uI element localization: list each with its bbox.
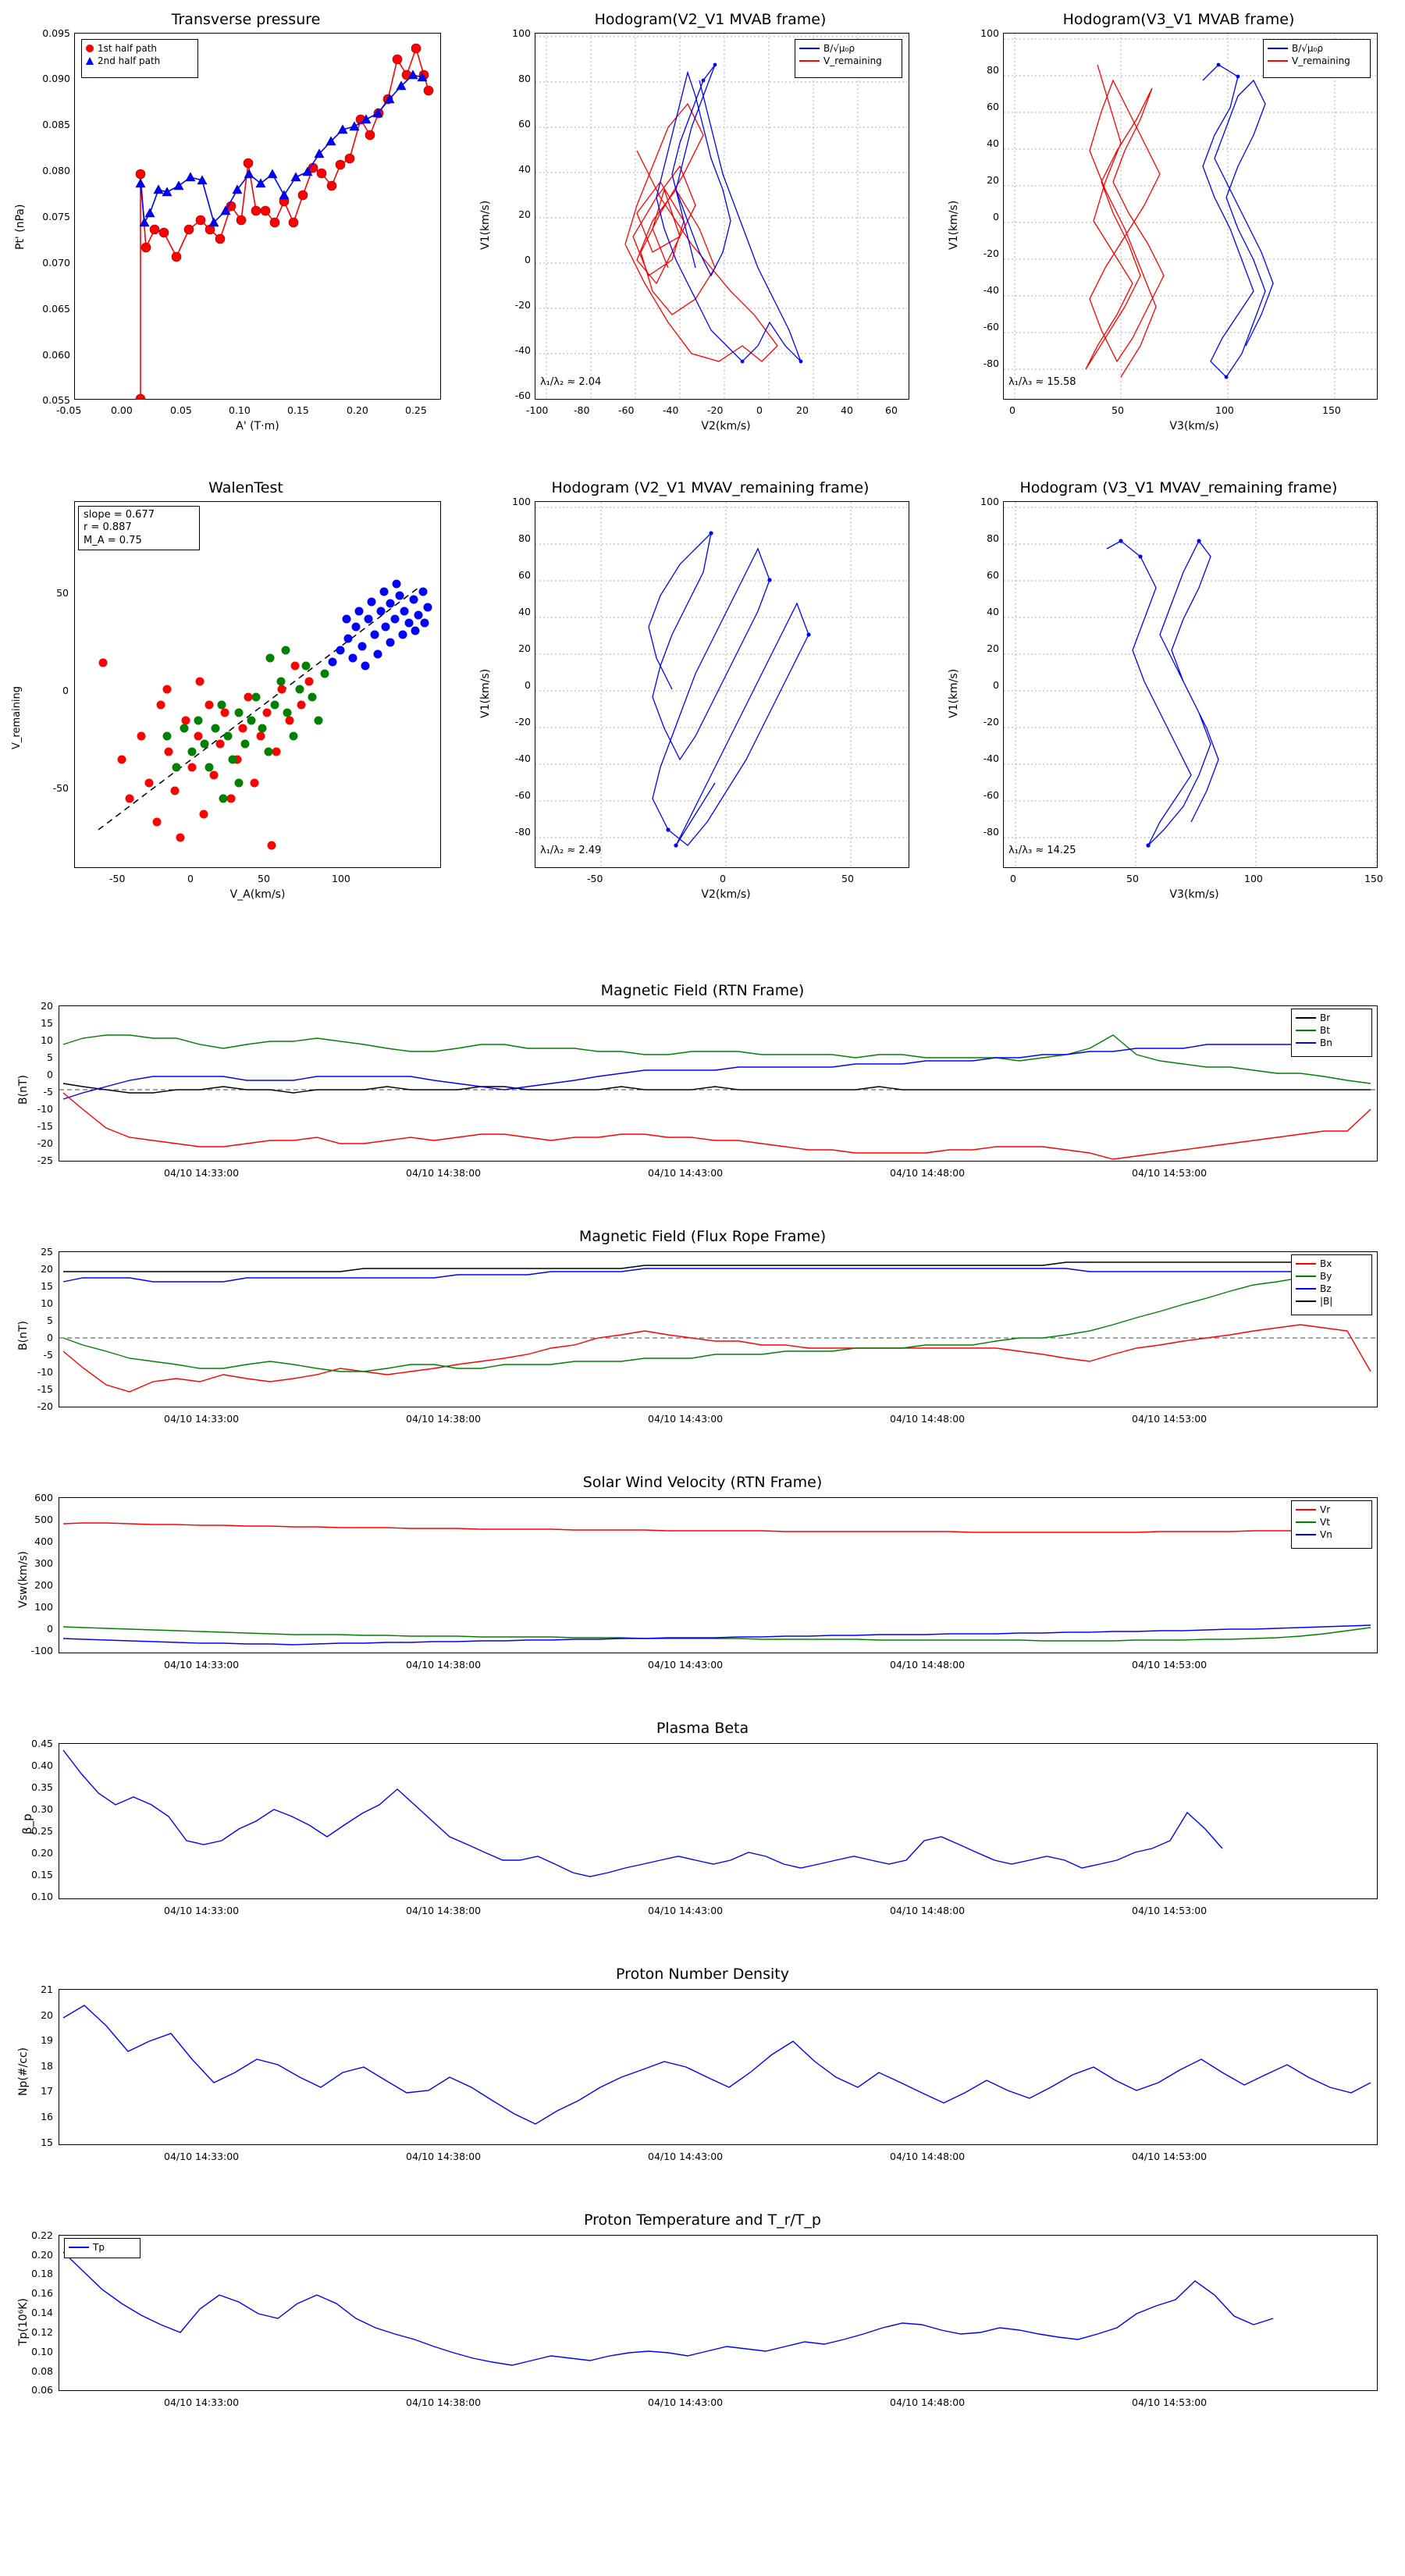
legend-line-by [1296,1276,1316,1277]
xtick: 100 [332,873,350,884]
ytick: 0 [993,211,999,222]
ytick: -15 [37,1383,53,1395]
xtick: 40 [841,404,853,416]
ytick: -20 [37,1137,53,1149]
legend-label-bn: Bn [1320,1037,1332,1048]
xtick: 04/10 14:38:00 [406,1167,482,1179]
legend [81,39,198,78]
xtick: 04/10 14:38:00 [406,1905,482,1916]
ytick: 60 [987,569,999,581]
legend [1263,39,1371,78]
ytick: -40 [514,753,531,764]
xtick: 04/10 14:33:00 [164,1413,240,1425]
plot-area [59,1989,1378,2145]
panel-solar-wind-velocity [0,1468,1405,1702]
ytick: -60 [983,789,999,801]
y-axis-label: V1(km/s) [479,200,492,250]
ytick: 18 [41,2060,53,2072]
xtick: 04/10 14:43:00 [648,1413,724,1425]
xtick: 04/10 14:43:00 [648,1659,724,1670]
ytick: 500 [34,1514,53,1525]
x-axis-label: V2(km/s) [701,888,751,901]
panel-title: Magnetic Field (RTN Frame) [600,982,805,999]
xtick: -50 [109,873,126,884]
ytick: 0.10 [31,2346,53,2357]
ytick: 15 [41,1017,53,1029]
ytick: 0.20 [31,2249,53,2261]
ytick: 20 [518,642,531,654]
plot-area [59,1743,1378,1899]
xtick: 04/10 14:33:00 [164,2151,240,2162]
xtick: 04/10 14:48:00 [890,1167,966,1179]
ytick: 60 [518,569,531,581]
y-axis-label: V1(km/s) [479,668,492,718]
xtick: 04/10 14:38:00 [406,2151,482,2162]
xtick: 04/10 14:43:00 [648,1905,724,1916]
ytick: -20 [37,1400,53,1412]
legend [64,2238,140,2258]
ytick: 0 [525,254,531,265]
xtick: 04/10 14:33:00 [164,1905,240,1916]
xtick: 04/10 14:38:00 [406,1659,482,1670]
mach-value: M_A = 0.75 [84,534,142,546]
y-axis-label: V1(km/s) [948,668,960,718]
ytick: -10 [37,1366,53,1378]
ytick: -80 [514,826,531,838]
ytick: 20 [41,1263,53,1275]
panel-hodogram-v2v1-mvab [468,0,937,437]
ytick: -80 [983,358,999,369]
ytick: 50 [56,587,69,599]
ytick: 80 [518,532,531,544]
ytick: -5 [43,1349,53,1361]
ytick: 25 [41,1246,53,1258]
y-axis-label: Pt' (nPa) [14,204,27,250]
plot-area [74,33,441,400]
legend-label-by: By [1320,1271,1332,1282]
ytick: 40 [987,137,999,149]
panel-hodogram-v3v1-mvab [937,0,1405,437]
ytick: 0.35 [31,1781,53,1793]
ytick: -20 [983,716,999,728]
ytick: 20 [987,174,999,186]
legend-line-bt [1296,1030,1316,1031]
x-axis-label: V3(km/s) [1169,420,1219,432]
panel-walen-test [0,468,468,906]
legend-line-vrem [1268,60,1288,62]
ytick: -20 [983,247,999,259]
ytick: 0.06 [31,2384,53,2396]
legend [1291,1500,1372,1549]
legend-marker-2nd-half [86,57,94,65]
legend-label-vt: Vt [1320,1517,1330,1528]
xtick: 04/10 14:38:00 [406,2396,482,2408]
xtick: -50 [587,873,603,884]
xtick: 04/10 14:48:00 [890,1413,966,1425]
legend-line-vt [1296,1521,1316,1523]
ytick: 20 [41,2009,53,2021]
ytick: 0.075 [42,211,70,222]
ytick: -50 [52,782,69,794]
xtick: -100 [526,404,549,416]
legend-label-vn: Vn [1320,1529,1332,1540]
ytick: 17 [41,2085,53,2097]
plot-area [535,501,909,868]
legend-label-bz: Bz [1320,1283,1332,1294]
eigenvalue-ratio-annotation: λ₁/λ₃ ≈ 14.25 [1008,845,1076,856]
panel-title: Proton Number Density [616,1966,789,1983]
xtick: 04/10 14:48:00 [890,2151,966,2162]
ytick: 0.08 [31,2365,53,2377]
legend [1291,1254,1372,1315]
ytick: 5 [47,1051,53,1063]
ytick: 0.060 [42,349,70,361]
ytick: 100 [34,1601,53,1613]
legend-label-bmag: |B| [1320,1296,1333,1307]
ytick: 21 [41,1984,53,1995]
panel-title: Hodogram (V3_V1 MVAV_remaining frame) [1019,479,1338,496]
xtick: 50 [1112,404,1124,416]
x-axis-label: V2(km/s) [701,420,751,432]
xtick: 100 [1215,404,1234,416]
xtick: 04/10 14:53:00 [1132,1905,1208,1916]
ytick: 0.090 [42,73,70,84]
ytick: 0 [47,1069,53,1080]
legend [1291,1009,1372,1057]
xtick: 04/10 14:48:00 [890,1905,966,1916]
legend-label-vrem: V_remaining [1292,55,1350,66]
legend-marker-1st-half [86,44,94,52]
xtick: 0 [187,873,194,884]
xtick: 50 [258,873,270,884]
ytick: -25 [37,1155,53,1166]
panel-transverse-pressure [0,0,468,437]
correlation-value: r = 0.887 [84,521,132,534]
y-axis-label: Np(#/cc) [17,2047,30,2096]
y-axis-label: B(nT) [17,1075,30,1105]
legend-label-b: B/√μ₀ρ [1292,43,1323,54]
panel-title: Proton Temperature and T_r/T_p [584,2211,821,2229]
eigenvalue-ratio-annotation: λ₁/λ₂ ≈ 2.49 [540,845,602,856]
panel-hodogram-v3v1-mvav [937,468,1405,906]
xtick: 04/10 14:43:00 [648,2396,724,2408]
y-axis-label: Tp(10⁶K) [17,2298,30,2346]
proton-number-density-plot [59,1990,1377,2144]
legend-label-2nd-half: 2nd half path [98,55,161,66]
xtick: -40 [663,404,679,416]
xtick: 04/10 14:33:00 [164,1167,240,1179]
legend-line-vn [1296,1534,1316,1535]
eigenvalue-ratio-annotation: λ₁/λ₂ ≈ 2.04 [540,376,602,388]
y-axis-label: V_remaining [11,685,23,749]
xtick: 04/10 14:33:00 [164,1659,240,1670]
plot-area [59,2235,1378,2391]
ytick: 15 [41,1280,53,1292]
hodogram-v3v1-mvav-plot [1004,502,1377,867]
ytick: 0 [993,679,999,691]
ytick: 80 [987,532,999,544]
ytick: 200 [34,1579,53,1591]
y-axis-label: B(nT) [17,1321,30,1350]
panel-magnetic-field-rtn [0,976,1405,1210]
panel-magnetic-field-flux-rope [0,1222,1405,1456]
plot-area [1003,501,1378,868]
ytick: 100 [512,496,531,507]
xtick: 100 [1244,873,1263,884]
ytick: -40 [514,344,531,356]
legend-label-br: Br [1320,1012,1331,1023]
legend-line-b [1268,48,1288,49]
legend-label-vrem: V_remaining [823,55,882,66]
xtick: 04/10 14:48:00 [890,1659,966,1670]
plot-area [59,1005,1378,1162]
panel-plasma-beta [0,1713,1405,1948]
xtick: 04/10 14:53:00 [1132,2151,1208,2162]
ytick: 15 [41,2137,53,2148]
ytick: 20 [518,208,531,220]
xtick: 0.25 [405,404,427,416]
solar-wind-velocity-plot [59,1498,1377,1653]
legend-label-vr: Vr [1320,1504,1331,1515]
xtick: 0.00 [111,404,133,416]
xtick: 60 [885,404,898,416]
xtick: -60 [618,404,635,416]
ytick: 0.080 [42,165,70,176]
ytick: 0.30 [31,1803,53,1815]
x-axis-label: V3(km/s) [1169,888,1219,901]
magnetic-field-flux-rope-plot [59,1252,1377,1407]
ytick: 100 [980,496,999,507]
legend-line-bx [1296,1263,1316,1265]
legend-line-bmag [1296,1300,1316,1302]
proton-temperature-plot [59,2236,1377,2390]
panel-title: Transverse pressure [171,11,321,28]
ytick: 0.25 [31,1825,53,1837]
legend-label-b: B/√μ₀ρ [823,43,855,54]
eigenvalue-ratio-annotation: λ₁/λ₃ ≈ 15.58 [1008,376,1076,388]
ytick: -60 [514,789,531,801]
ytick: 0.070 [42,257,70,269]
transverse-pressure-plot [75,34,440,399]
panel-hodogram-v2v1-mvav [468,468,937,906]
ytick: 100 [512,27,531,39]
walen-test-plot [75,502,440,867]
ytick: -100 [30,1645,53,1656]
panel-title: Hodogram(V3_V1 MVAB frame) [1062,11,1295,28]
ytick: 0 [525,679,531,691]
ytick: 0.40 [31,1759,53,1771]
ytick: 5 [47,1315,53,1326]
ytick: 80 [987,64,999,76]
legend-line-vr [1296,1509,1316,1510]
xtick: 0 [720,873,726,884]
xtick: 0 [756,404,763,416]
plasma-beta-plot [59,1744,1377,1898]
xtick: 20 [796,404,809,416]
legend-line-vrem [799,60,820,62]
ytick: -20 [514,299,531,311]
fit-statistics-box [78,506,200,550]
ytick: 10 [41,1034,53,1046]
ytick: 10 [41,1297,53,1309]
xtick: 04/10 14:53:00 [1132,1659,1208,1670]
ytick: 0.18 [31,2268,53,2279]
ytick: -20 [514,716,531,728]
ytick: 0.10 [31,1891,53,1902]
xtick: 0 [1009,404,1016,416]
ytick: 40 [518,163,531,175]
ytick: 600 [34,1492,53,1503]
xtick: 0.20 [347,404,368,416]
legend-line-bz [1296,1288,1316,1290]
ytick: 0.22 [31,2229,53,2241]
ytick: 0.20 [31,1847,53,1859]
legend-line-tp [69,2247,89,2248]
x-axis-label: A' (T·m) [236,420,279,432]
ytick: 16 [41,2111,53,2122]
xtick: 50 [841,873,854,884]
ytick: 0 [62,685,69,696]
ytick: 60 [518,118,531,130]
legend-line-br [1296,1017,1316,1019]
xtick: 150 [1364,873,1383,884]
legend [795,39,902,78]
xtick: 04/10 14:33:00 [164,2396,240,2408]
slope-value: slope = 0.677 [84,509,155,521]
plot-area [59,1251,1378,1407]
ytick: 20 [987,642,999,654]
ytick: 80 [518,73,531,84]
y-axis-label: β_p [20,1813,34,1834]
hodogram-v3v1-mvab-plot [1004,34,1377,399]
ytick: -60 [514,390,531,401]
ytick: 0.14 [31,2307,53,2318]
legend-line-bn [1296,1042,1316,1044]
panel-title: Hodogram (V2_V1 MVAV_remaining frame) [551,479,870,496]
xtick: 0.10 [229,404,251,416]
hodogram-v2v1-mvav-plot [535,502,909,867]
ytick: 300 [34,1557,53,1569]
hodogram-v2v1-mvab-plot [535,34,909,399]
ytick: 0.16 [31,2287,53,2299]
ytick: -80 [983,826,999,838]
panel-title: WalenTest [208,479,283,496]
y-axis-label: Vsw(km/s) [17,1550,30,1608]
xtick: 04/10 14:53:00 [1132,1167,1208,1179]
plot-area [59,1497,1378,1653]
ytick: 0.15 [31,1869,53,1880]
xtick: 04/10 14:43:00 [648,2151,724,2162]
ytick: -5 [43,1086,53,1098]
xtick: 04/10 14:53:00 [1132,1413,1208,1425]
ytick: 0.45 [31,1738,53,1749]
ytick: 100 [980,27,999,39]
ytick: -10 [37,1103,53,1115]
ytick: 60 [987,101,999,112]
panel-proton-number-density [0,1959,1405,2194]
xtick: 04/10 14:43:00 [648,1167,724,1179]
panel-proton-temperature [0,2205,1405,2439]
xtick: 04/10 14:38:00 [406,1413,482,1425]
plot-area [74,501,441,868]
panel-title: Plasma Beta [656,1720,749,1737]
plot-area [535,33,909,400]
ytick: 0 [47,1623,53,1635]
magnetic-field-rtn-plot [59,1006,1377,1161]
ytick: 0.085 [42,119,70,130]
ytick: -15 [37,1120,53,1132]
legend-label-tp: Tp [93,2242,105,2253]
xtick: -20 [707,404,724,416]
ytick: 0.12 [31,2326,53,2338]
ytick: -40 [983,284,999,296]
ytick: 0 [47,1332,53,1343]
ytick: 0.055 [42,394,70,406]
ytick: 40 [987,606,999,617]
ytick: 19 [41,2034,53,2046]
ytick: 0.095 [42,27,70,39]
ytick: -60 [983,321,999,333]
panel-title: Hodogram(V2_V1 MVAB frame) [594,11,827,28]
xtick: -80 [574,404,590,416]
xtick: 04/10 14:53:00 [1132,2396,1208,2408]
xtick: 0.05 [170,404,192,416]
xtick: 50 [1126,873,1139,884]
ytick: 20 [41,1000,53,1012]
panel-title: Magnetic Field (Flux Rope Frame) [578,1228,827,1245]
legend-label-bx: Bx [1320,1258,1332,1269]
y-axis-label: V1(km/s) [948,200,960,250]
xtick: -0.05 [56,404,82,416]
panel-title: Solar Wind Velocity (RTN Frame) [582,1474,823,1491]
legend-label-bt: Bt [1320,1025,1330,1036]
ytick: 40 [518,606,531,617]
legend-line-b [799,48,820,49]
xtick: 0 [1010,873,1016,884]
legend-label-1st-half: 1st half path [98,43,158,54]
plot-area [1003,33,1378,400]
ytick: 0.065 [42,303,70,315]
xtick: 04/10 14:48:00 [890,2396,966,2408]
xtick: 0.15 [287,404,309,416]
x-axis-label: V_A(km/s) [229,888,286,901]
xtick: 150 [1322,404,1341,416]
ytick: 400 [34,1535,53,1547]
ytick: -40 [983,753,999,764]
